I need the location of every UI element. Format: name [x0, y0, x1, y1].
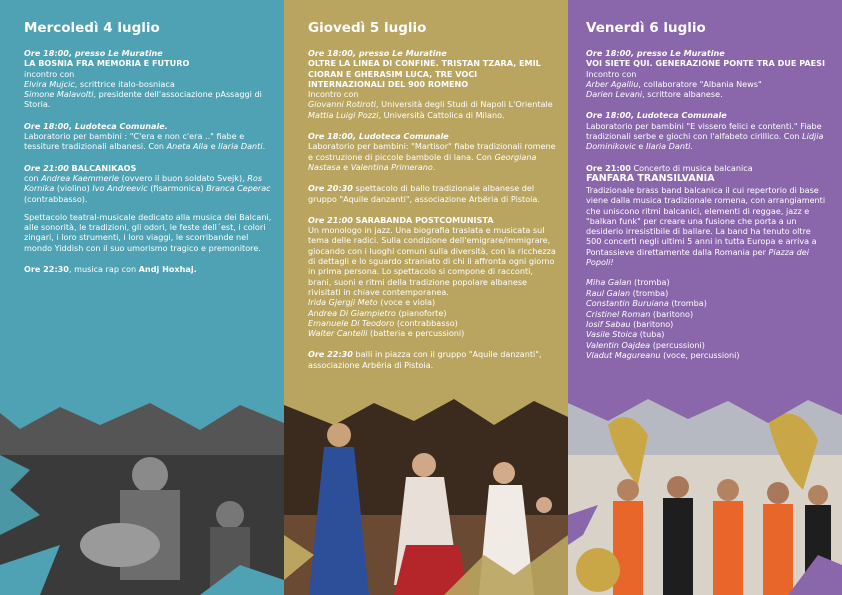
event-time: Ore 18:00, Ludoteca Comunale — [586, 110, 727, 121]
event-time: Ore 22:30 — [24, 264, 69, 275]
event-time: Ore 22:30 — [308, 349, 353, 360]
event-intro: incontro con — [24, 68, 75, 79]
performer-name: Andj Hoxhaj. — [138, 264, 197, 275]
event-description-italic: Piazza dei Popoli! — [586, 246, 809, 268]
event-description: Spettacolo teatral-musicale dedicato alla musica dei Balcani, alle sonorità, le tradizioni, gli odori, le feste dell´est, i colori zingari, i loro strumenti, i loro viaggi, le scorribande nel mondo Yiddish con il suo umorismo tragico e premonitore. — [24, 211, 272, 253]
event-text: Laboratorio per bambini "E vissero felici e contenti." Fiabe tradizionali serbe e giochi con l'alfabeto cirillico. Con — [586, 120, 822, 142]
event-time: Ore 21:00 — [24, 162, 69, 173]
speaker-role: , scrittore albanese. — [642, 89, 723, 100]
performer-role: (tuba) — [637, 329, 665, 340]
event-intro: Incontro con — [586, 68, 637, 79]
lineup-item — [586, 288, 828, 298]
performer-name: Andrea Kaemmerle — [41, 172, 120, 183]
column-wednesday — [0, 0, 284, 595]
photo-balcanikaos — [0, 395, 284, 595]
event-fanfara — [586, 163, 828, 361]
day-title: Venerdì 6 luglio — [586, 20, 706, 36]
performer-name: Vladut Magureanu — [586, 350, 661, 361]
conjunction: e — [340, 161, 351, 172]
performer-role: (violino) — [54, 183, 93, 194]
speaker-name: Simone Malavolti — [24, 89, 94, 100]
speaker-role: , collaboratore "Albania News" — [638, 78, 762, 89]
event-title: SARABANDA POSTCOMUNISTA — [355, 214, 494, 225]
punctuation: . — [690, 141, 693, 152]
host-name: Ilaria Danti — [645, 141, 691, 152]
event-time: Ore 18:00, presso Le Muratine — [308, 48, 447, 58]
lineup-item — [308, 318, 556, 328]
event-time: Ore 21:00 — [586, 162, 631, 173]
lineup-item — [586, 329, 828, 339]
lineup-item — [586, 319, 828, 329]
day-title: Giovedì 5 luglio — [308, 20, 427, 36]
event-sarabanda — [308, 215, 556, 339]
performer-name: Irida Gjergji Meto — [308, 297, 378, 308]
lineup-item — [586, 350, 828, 360]
lineup-item — [586, 277, 828, 287]
performer-role: (baritono) — [650, 308, 694, 319]
performer-name: Constantin Buruiana — [586, 298, 669, 309]
event-text: spettacolo di ballo tradizionale albanese del gruppo "Aquile danzanti", associazione Arbëria di Pistoia. — [308, 183, 540, 204]
lineup-item — [586, 309, 828, 319]
performer-role: (baritono) — [630, 318, 674, 329]
performer-name: Ros Kornika — [24, 172, 263, 194]
speaker-role: , scrittrice italo-bosniaca — [74, 78, 175, 89]
performer-name: Iosif Sabau — [586, 318, 631, 329]
conjunction: e — [635, 141, 646, 152]
event-time: Ore 18:00, presso Le Muratine — [586, 48, 725, 58]
event-bosnia — [24, 48, 272, 110]
speaker-name: Mattia Luigi Pozzi — [308, 109, 379, 120]
column-friday — [568, 0, 842, 595]
lineup-list — [586, 277, 828, 360]
conjunction: e — [208, 141, 219, 152]
performer-role: (pianoforte) — [395, 307, 447, 318]
speaker-name: Darien Levani — [586, 89, 643, 100]
performer-role: (tromba) — [668, 298, 707, 309]
lineup-item — [586, 298, 828, 308]
event-intro: Incontro con — [308, 89, 359, 100]
speaker-role: , presidente dell'associazione pAssaggi di Storia. — [24, 89, 262, 110]
event-time: Ore 18:00, presso Le Muratine — [24, 48, 163, 58]
event-text: Laboratorio per bambini: "Martisor" fiabe tradizionali romene e costruzione di piccole bambole di lana. Con — [308, 141, 556, 162]
event-generazione-ponte — [586, 48, 828, 99]
speaker-role: , Università degli Studi di Napoli L'Orientale — [376, 99, 553, 110]
event-time: Ore 18:00, Ludoteca Comunale. — [24, 120, 168, 131]
lineup-prefix: con — [24, 172, 42, 183]
event-confine — [308, 48, 556, 120]
punctuation: . — [262, 141, 266, 152]
lineup-item — [586, 340, 828, 350]
event-ludoteca — [24, 121, 272, 152]
performer-role: (voce, percussioni) — [660, 350, 740, 361]
performer-name: Valentin Oajdea — [586, 339, 651, 350]
column-thursday — [284, 0, 568, 595]
event-label: Concerto di musica balcanica — [630, 162, 753, 173]
event-title: OLTRE LA LINEA DI CONFINE. TRISTAN TZARA, EMIL CIORAN E GHERASIM LUCA, TRE VOCI INTERNAZIONALI DEL 900 ROMENO — [308, 58, 541, 89]
event-text: balli in piazza con il gruppo "Aquile danzanti", associazione Arbëria di Pistoia. — [308, 349, 542, 370]
event-time: Ore 21:00 — [308, 214, 353, 225]
host-name: Aneta Alla — [166, 141, 208, 152]
host-name: Valentina Primerano — [350, 161, 433, 172]
lineup-item — [308, 297, 556, 307]
performer-name: Ivo Andreevic — [92, 183, 148, 194]
lineup-item — [308, 328, 556, 338]
performer-role: (percussioni) — [650, 339, 705, 350]
performer-role: (batteria e percussioni) — [367, 328, 465, 339]
performer-name: Raul Galan — [586, 287, 631, 298]
event-rap — [24, 264, 272, 274]
performer-role: (voce e viola) — [377, 297, 436, 308]
event-ballo — [308, 183, 556, 204]
performer-name: Walter Cantelli — [308, 328, 368, 339]
event-ludoteca — [308, 131, 556, 172]
event-description: Tradizionale brass band balcanica il cui repertorio di base viene dalla musica tradizionale romena, con arrangiamenti che uniscono ritmi balcanici, elementi di reggae, jazz e "balkan funk" per creare una fusione che porta a un desiderio irresistibile di ballare. La band ha tenuto oltre 500 concerti negli ultimi 5 anni in tutta Europa e arriva a Pontassieve direttamente dalla Romania per — [586, 184, 826, 257]
performer-role: (tromba) — [630, 287, 669, 298]
host-name: Lidjia Dominikovic — [586, 131, 824, 152]
speaker-name: Elvira Mujcic — [24, 78, 75, 89]
event-text: , musica rap con — [68, 264, 139, 275]
event-title: VOI SIETE QUI. GENERAZIONE PONTE TRA DUE PAESI — [586, 58, 826, 69]
day-title: Mercoledì 4 luglio — [24, 20, 160, 36]
lineup-list — [308, 297, 556, 338]
performer-name: Andrea Di Giampietro — [308, 307, 396, 318]
event-time: Ore 20:30 — [308, 183, 353, 194]
event-text: Laboratorio per bambini : "C'era e non c'era .." fiabe e tessiture tradizionali albanesi. Con — [24, 131, 245, 152]
performer-name: Miha Galan — [586, 277, 632, 288]
event-title: BALCANIKAOS — [71, 162, 137, 173]
event-time: Ore 18:00, Ludoteca Comunale — [308, 131, 449, 142]
speaker-name: Giovanni Rotiroti — [308, 99, 377, 110]
performer-name: Vasile Stoica — [586, 329, 638, 340]
performer-role: (ovvero il buon soldato Svejk), — [119, 172, 248, 183]
performer-role: (contrabbasso) — [394, 317, 458, 328]
event-balcanikaos — [24, 163, 272, 253]
event-title: LA BOSNIA FRA MEMORIA E FUTURO — [24, 58, 190, 69]
performer-name: Emanuele Di Teodoro — [308, 317, 395, 328]
performer-role: (tromba) — [631, 277, 670, 288]
performer-name: Cristinel Roman — [586, 308, 651, 319]
performer-role: (fisarmonica) — [147, 183, 207, 194]
performer-name: Branca Ceperac — [206, 183, 271, 194]
event-title: FANFARA TRANSILVANIA — [586, 172, 715, 184]
host-name: Georgiana Nastasa — [308, 151, 537, 172]
photo-dancers — [284, 395, 568, 595]
photo-brass-band — [568, 395, 842, 595]
event-description: Un monologo in jazz. Una biografia traslata e musicata sul tema delle radici. Sulla condizione dell'emigrare/immigrare, giocando con i luoghi comuni sulla diversità, con la ricchezza di dettagli e lo sguardo straniato di chi li affronta ogni giorno in prima persona. Lo spettacolo si compone di racconti, brani, suoni e ritmi della tradizione popolare albanese rivisitati in chiave contemporanea. — [308, 225, 556, 297]
speaker-name: Arber Agalliu — [586, 78, 639, 89]
event-balli-piazza — [308, 349, 556, 370]
host-name: Ilaria Danti — [218, 141, 263, 152]
event-ludoteca — [586, 110, 828, 151]
speaker-role: , Università Cattolica di Milano. — [378, 109, 505, 120]
lineup-item — [308, 308, 556, 318]
performer-role: (contrabbasso). — [24, 193, 88, 204]
punctuation: . — [432, 161, 436, 172]
